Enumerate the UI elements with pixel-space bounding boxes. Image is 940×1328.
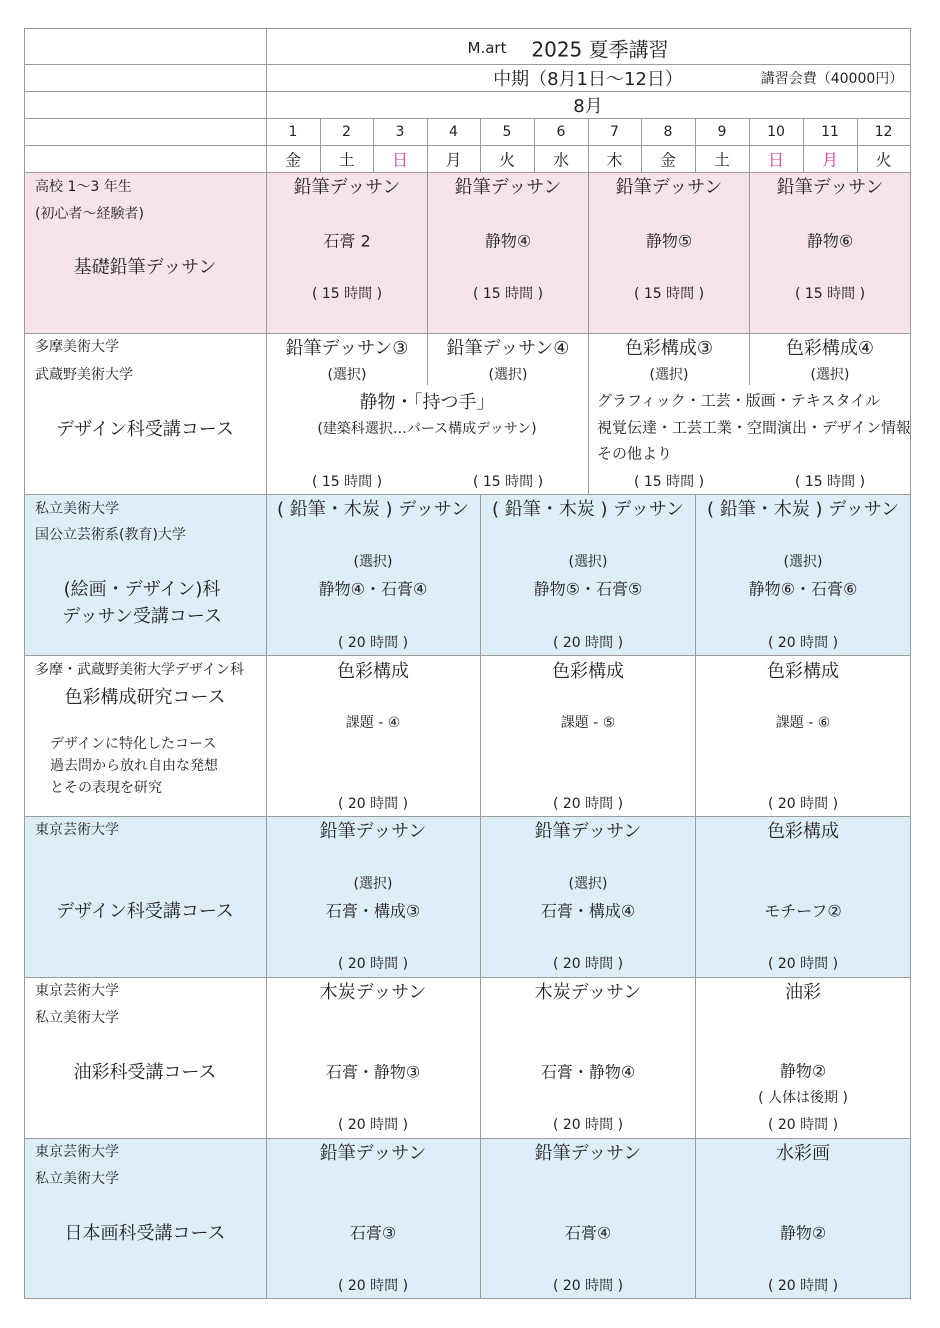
lesson-title: 鉛筆デッサン	[534, 821, 642, 842]
weekday-cell: 金	[284, 150, 302, 170]
lesson-hours: ( 20 時間 )	[767, 635, 839, 651]
divider	[695, 977, 696, 1138]
divider	[427, 118, 428, 172]
lesson-title: 色彩構成	[337, 661, 409, 682]
divider	[24, 145, 911, 146]
divider	[320, 118, 321, 172]
divider	[480, 977, 481, 1138]
date-cell: 7	[610, 124, 619, 140]
divider	[695, 816, 696, 977]
lesson-subject: 静物②	[779, 1223, 827, 1243]
lesson-note: (選択)	[810, 367, 850, 383]
divider	[24, 1298, 911, 1299]
period-label: 中期（8月1日〜12日）	[493, 69, 683, 90]
department-list: その他より	[597, 444, 673, 463]
course-name: (絵画・デザイン)科	[63, 579, 221, 600]
lesson-hours: ( 20 時間 )	[552, 1117, 624, 1133]
lesson-hours: ( 20 時間 )	[552, 635, 624, 651]
lesson-title: 色彩構成	[552, 661, 624, 682]
target-school: 多摩・武蔵野美術大学デザイン科	[35, 662, 245, 678]
lesson-title: 木炭デッサン	[319, 982, 427, 1003]
lesson-note: (選択)	[649, 367, 689, 383]
lesson-hours: ( 20 時間 )	[767, 1117, 839, 1133]
lesson-hours: ( 20 時間 )	[552, 956, 624, 972]
divider	[480, 1138, 481, 1298]
lesson-title: 鉛筆デッサン④	[446, 338, 570, 359]
lesson-note: (選択)	[568, 876, 608, 892]
target-school: 高校 1〜3 年生	[35, 179, 132, 195]
target-school: 東京芸術大学	[35, 983, 119, 999]
target-school: 私立美術大学	[35, 1171, 119, 1187]
weekday-cell: 月	[821, 150, 839, 170]
lesson-hours: ( 20 時間 )	[552, 796, 624, 812]
weekday-cell: 月	[445, 150, 462, 170]
lesson-subject: 石膏・静物③	[325, 1062, 421, 1082]
month-label: 8月	[573, 96, 603, 117]
lesson-subject: 石膏③	[349, 1223, 397, 1243]
date-cell: 1	[288, 124, 298, 140]
divider	[24, 655, 911, 656]
lesson-hours: ( 20 時間 )	[767, 796, 839, 812]
divider	[480, 494, 481, 655]
department-list: グラフィック・工芸・版画・テキスタイル	[597, 391, 881, 410]
course-name: 色彩構成研究コース	[64, 687, 226, 708]
weekday-cell: 金	[659, 150, 677, 170]
lesson-task: 課題 - ⑤	[560, 715, 616, 731]
lesson-title: ( 鉛筆・木炭 ) デッサン	[492, 499, 684, 520]
course-name: 基礎鉛筆デッサン	[73, 257, 217, 278]
target-school: 多摩美術大学	[35, 339, 119, 355]
divider	[641, 118, 642, 172]
target-school: 東京芸術大学	[35, 822, 119, 838]
divider	[588, 118, 589, 172]
lesson-title: 色彩構成③	[624, 338, 714, 359]
lesson-subject: 静物⑥・石膏⑥	[748, 579, 858, 599]
divider	[749, 172, 750, 333]
lesson-title: 水彩画	[776, 1143, 830, 1164]
weekday-cell: 火	[498, 150, 516, 170]
lesson-title: 鉛筆デッサン	[293, 177, 401, 198]
lesson-subject: 石膏・構成③	[325, 901, 421, 921]
divider	[749, 333, 750, 385]
lesson-subject: 石膏④	[564, 1223, 612, 1243]
lesson-subject: モチーフ②	[764, 901, 842, 921]
lesson-hours: ( 15 時間 )	[311, 474, 383, 490]
weekday-cell: 日	[391, 150, 409, 170]
lesson-note: (選択)	[353, 554, 393, 570]
lesson-title: ( 鉛筆・木炭 ) デッサン	[277, 499, 469, 520]
date-cell: 10	[767, 124, 785, 140]
lesson-title: 色彩構成	[767, 821, 839, 842]
divider	[427, 172, 428, 333]
target-school: 過去問から放れ自由な発想	[50, 758, 218, 774]
lesson-hours: ( 20 時間 )	[552, 1278, 624, 1294]
lesson-subject: 静物②	[779, 1061, 827, 1081]
shared-subject: 静物・「持つ手」	[359, 392, 495, 413]
date-cell: 5	[502, 124, 512, 140]
weekday-cell: 土	[713, 150, 731, 170]
fee-label: 講習会費（40000円）	[760, 71, 904, 87]
lesson-hours: ( 20 時間 )	[337, 1278, 409, 1294]
lesson-title: 鉛筆デッサン③	[285, 338, 409, 359]
weekday-cell: 火	[875, 150, 892, 170]
divider	[24, 28, 25, 1298]
lesson-hours: ( 20 時間 )	[337, 635, 409, 651]
course-name: デザイン科受講コース	[56, 901, 234, 922]
lesson-hours: ( 15 時間 )	[311, 286, 383, 302]
lesson-hours: ( 15 時間 )	[633, 286, 705, 302]
divider	[749, 118, 750, 172]
date-cell: 11	[821, 124, 839, 140]
lesson-title: 鉛筆デッサン	[776, 177, 884, 198]
lesson-subject: 石膏 2	[323, 231, 371, 251]
lesson-hours: ( 20 時間 )	[337, 1117, 409, 1133]
page-title: 2025 夏季講習	[531, 37, 669, 62]
lesson-hours: ( 15 時間 )	[472, 286, 544, 302]
lesson-title: 鉛筆デッサン	[454, 177, 562, 198]
date-cell: 6	[556, 124, 566, 140]
lesson-hours: ( 20 時間 )	[337, 956, 409, 972]
lesson-task: 課題 - ⑥	[775, 715, 831, 731]
target-school: 武蔵野美術大学	[35, 367, 133, 383]
lesson-title: 鉛筆デッサン	[534, 1143, 642, 1164]
divider	[695, 1138, 696, 1298]
lesson-hours: ( 20 時間 )	[767, 956, 839, 972]
date-cell: 9	[717, 124, 727, 140]
lesson-hours: ( 15 時間 )	[633, 474, 705, 490]
target-school: 国公立芸術系(教育)大学	[35, 527, 186, 543]
divider	[857, 118, 858, 172]
shared-note: (建築科選択…パース構成デッサン)	[317, 421, 537, 437]
lesson-note: (選択)	[488, 367, 528, 383]
lesson-title: ( 鉛筆・木炭 ) デッサン	[707, 499, 899, 520]
divider	[803, 118, 804, 172]
divider	[24, 64, 911, 65]
course-name: 日本画科受講コース	[64, 1223, 226, 1244]
lesson-subject: 静物④	[484, 231, 532, 251]
lesson-note: (選択)	[783, 554, 823, 570]
course-name: デザイン科受講コース	[56, 419, 234, 440]
date-cell: 4	[449, 124, 458, 140]
divider	[24, 977, 911, 978]
brand-label: M.art	[467, 39, 507, 57]
divider	[695, 118, 696, 172]
lesson-subject: 静物⑥	[806, 231, 854, 251]
weekday-cell: 木	[606, 150, 623, 170]
divider	[24, 28, 911, 29]
lesson-hours: ( 20 時間 )	[767, 1278, 839, 1294]
target-school: 私立美術大学	[35, 1010, 119, 1026]
lesson-note: (選択)	[568, 554, 608, 570]
weekday-cell: 水	[552, 150, 570, 170]
divider	[534, 118, 535, 172]
lesson-subject: 静物④・石膏④	[318, 579, 428, 599]
divider	[427, 333, 428, 385]
target-school: (初心者〜経験者)	[35, 206, 144, 222]
lesson-hours: ( 15 時間 )	[794, 474, 866, 490]
lesson-hours: ( 15 時間 )	[794, 286, 866, 302]
lesson-subject: 静物⑤・石膏⑤	[533, 579, 643, 599]
lesson-subject: 石膏・構成④	[540, 901, 636, 921]
lesson-hours: ( 20 時間 )	[337, 796, 409, 812]
lesson-title: 鉛筆デッサン	[615, 177, 723, 198]
lesson-subject: 石膏・静物④	[540, 1062, 636, 1082]
lesson-title: 色彩構成④	[785, 338, 875, 359]
lesson-title: 木炭デッサン	[534, 982, 642, 1003]
course-name: 油彩科受講コース	[73, 1062, 217, 1083]
weekday-cell: 土	[338, 150, 355, 170]
course-name: デッサン受講コース	[62, 606, 222, 627]
date-cell: 8	[663, 124, 673, 140]
date-cell: 3	[395, 124, 405, 140]
divider	[480, 118, 481, 172]
divider	[24, 118, 911, 119]
divider	[588, 172, 589, 333]
lesson-hours: ( 15 時間 )	[472, 474, 544, 490]
divider	[695, 655, 696, 816]
lesson-task: 課題 - ④	[345, 715, 401, 731]
divider	[588, 333, 589, 494]
lesson-title: 色彩構成	[767, 661, 839, 682]
department-list: 視覚伝達・工芸工業・空間演出・デザイン情報	[597, 418, 911, 436]
divider	[695, 494, 696, 655]
lesson-note: ( 人体は後期 )	[758, 1090, 848, 1106]
target-school: デザインに特化したコース	[50, 736, 217, 752]
lesson-note: (選択)	[327, 367, 367, 383]
lesson-title: 油彩	[785, 982, 821, 1003]
lesson-title: 鉛筆デッサン	[319, 821, 427, 842]
weekday-cell: 日	[767, 150, 785, 170]
divider	[480, 655, 481, 816]
date-cell: 2	[342, 124, 351, 140]
lesson-subject: 静物⑤	[645, 231, 693, 251]
lesson-title: 鉛筆デッサン	[319, 1143, 427, 1164]
divider	[373, 118, 374, 172]
lesson-note: (選択)	[353, 876, 393, 892]
target-school: 私立美術大学	[35, 501, 119, 517]
divider	[24, 91, 911, 92]
date-cell: 12	[874, 124, 893, 140]
divider	[910, 28, 911, 1298]
target-school: 東京芸術大学	[35, 1144, 119, 1160]
target-school: とその表現を研究	[50, 780, 162, 796]
divider	[480, 816, 481, 977]
divider	[266, 28, 267, 1298]
